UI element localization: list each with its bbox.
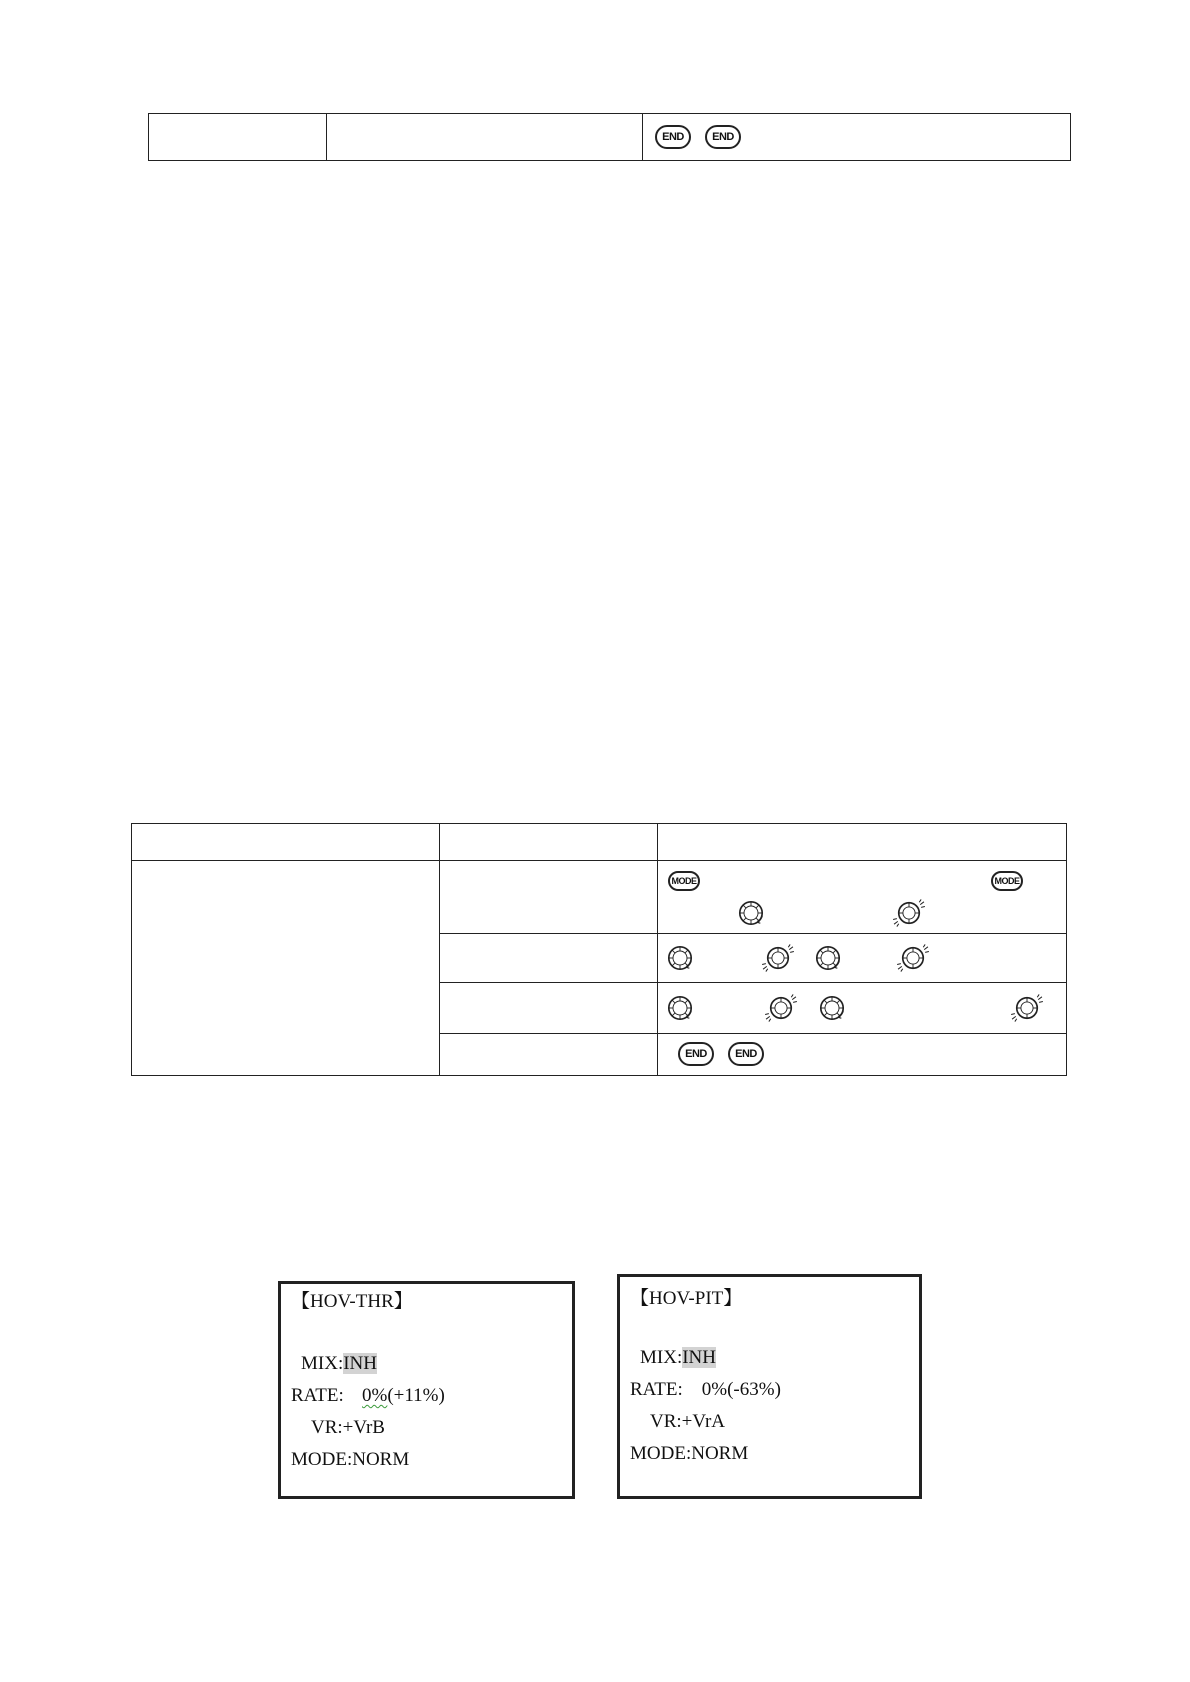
jog-dial-press-icon	[1010, 994, 1044, 1022]
mode-button-icon: MODE	[991, 871, 1023, 891]
cell-empty	[132, 861, 440, 1076]
rate-value-group	[362, 1385, 445, 1407]
rate-setting: RATE: 0%(-63%)	[630, 1379, 781, 1400]
cell-empty	[440, 1034, 658, 1076]
vr-setting: VR:+VrA	[650, 1411, 726, 1432]
jog-dial-icon	[814, 944, 842, 972]
end-button-icon: END	[678, 1042, 714, 1066]
instruction-table	[131, 823, 1067, 1076]
jog-dial-icon	[737, 899, 765, 927]
end-button-icon: END	[705, 125, 741, 149]
end-button-icon: END	[728, 1042, 764, 1066]
instruction-table-top	[148, 113, 1071, 161]
mix-setting	[640, 1347, 716, 1369]
header-cell	[440, 824, 658, 861]
jog-dial-icon	[666, 994, 694, 1022]
rate-label: RATE:	[291, 1385, 344, 1406]
cell-keys	[643, 114, 1071, 161]
rate-extra: (+11%)	[387, 1385, 445, 1406]
jog-dial-press-icon	[896, 944, 930, 972]
vr-setting: VR:+VrB	[311, 1417, 385, 1438]
end-button-icon: END	[655, 125, 691, 149]
cell-empty	[149, 114, 327, 161]
lcd-display-hov-pit	[617, 1274, 922, 1499]
header-cell	[132, 824, 440, 861]
lcd-display-hov-thr	[278, 1281, 575, 1499]
cell-keys	[658, 1034, 1067, 1076]
display-title: 【HOV-THR】	[291, 1291, 413, 1312]
cell-dial-steps	[658, 934, 1067, 983]
cell-empty	[440, 861, 658, 934]
jog-dial-icon	[666, 944, 694, 972]
cell-mode-steps	[658, 861, 1067, 934]
header-cell	[658, 824, 1067, 861]
mix-setting	[301, 1353, 377, 1375]
mix-label: MIX:	[301, 1353, 344, 1374]
cell-empty	[327, 114, 643, 161]
display-title: 【HOV-PIT】	[630, 1288, 743, 1309]
cell-empty	[440, 934, 658, 983]
jog-dial-press-icon	[761, 944, 795, 972]
mix-value: INH	[343, 1353, 378, 1374]
cell-dial-steps	[658, 983, 1067, 1034]
mix-label: MIX:	[640, 1347, 683, 1368]
mode-button-icon: MODE	[668, 871, 700, 891]
mode-setting: MODE:NORM	[630, 1443, 749, 1464]
rate-value: 0%	[362, 1385, 388, 1406]
jog-dial-press-icon	[764, 994, 798, 1022]
jog-dial-press-icon	[892, 899, 926, 927]
jog-dial-icon	[818, 994, 846, 1022]
cell-empty	[440, 983, 658, 1034]
mode-setting: MODE:NORM	[291, 1449, 410, 1470]
mix-value: INH	[682, 1347, 717, 1368]
